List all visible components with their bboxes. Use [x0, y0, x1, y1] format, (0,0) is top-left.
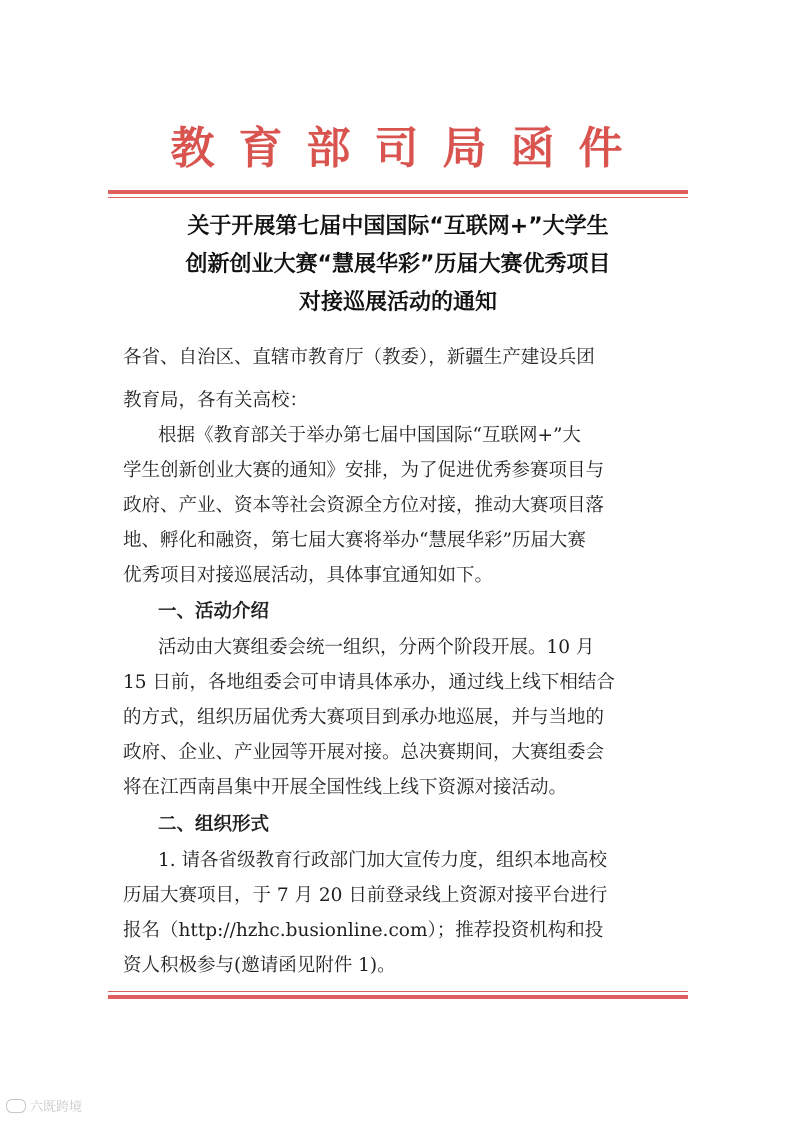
body-line: 活动由大赛组委会统一组织，分两个阶段开展。10 月	[158, 637, 595, 658]
body-line: 学生创新创业大赛的通知》安排，为了促进优秀参赛项目与	[123, 460, 605, 481]
body-line: 的方式，组织历届优秀大赛项目到承办地巡展，并与当地的	[123, 707, 605, 728]
watermark-text: 六既跨境	[30, 1100, 83, 1115]
section-heading-format: 二、组织形式	[158, 814, 270, 835]
body-line: 历届大赛项目，于 7 月 20 日前登录线上资源对接平台进行	[123, 885, 608, 906]
body-line: 地、孵化和融资，第七届大赛将举办“慧展华彩”历届大赛	[123, 530, 586, 551]
body-line: 教育局，各有关高校：	[123, 390, 309, 411]
body-line: 政府、企业、产业园等开展对接。总决赛期间，大赛组委会	[123, 742, 605, 763]
watermark-icon	[6, 1099, 26, 1113]
body-line: 报名（http://hzhc.busionline.com）；推荐投资机构和投	[123, 920, 604, 941]
body-line: 各省、自治区、直辖市教育厅（教委），新疆生产建设兵团	[123, 347, 595, 368]
letterhead-title: 教育部司局函件	[170, 123, 647, 174]
body-line: 优秀项目对接巡展活动，具体事宜通知如下。	[123, 565, 494, 586]
notice-title-line: 关于开展第七届中国国际“互联网+”大学生	[187, 214, 609, 239]
body-line: 根据《教育部关于举办第七届中国国际“互联网+”大	[158, 425, 581, 446]
section-heading-intro: 一、活动介绍	[158, 601, 270, 622]
body-line: 资人积极参与(邀请函见附件 1)。	[123, 955, 396, 976]
body-line: 1. 请各省级教育行政部门加大宣传力度，组织本地高校	[158, 850, 608, 871]
notice-title	[108, 208, 688, 322]
body-line: 15 日前，各地组委会可申请具体承办，通过线上线下相结合	[123, 672, 615, 693]
header-rule	[108, 190, 688, 198]
notice-title-line: 创新创业大赛“慧展华彩”历届大赛优秀项目	[185, 252, 611, 277]
notice-title-line: 对接巡展活动的通知	[298, 290, 497, 315]
body-line: 政府、产业、资本等社会资源全方位对接，推动大赛项目落	[123, 495, 605, 516]
body-line: 将在江西南昌集中开展全国性线上线下资源对接活动。	[123, 777, 568, 798]
watermark	[6, 1096, 82, 1115]
footer-rule	[108, 991, 688, 999]
